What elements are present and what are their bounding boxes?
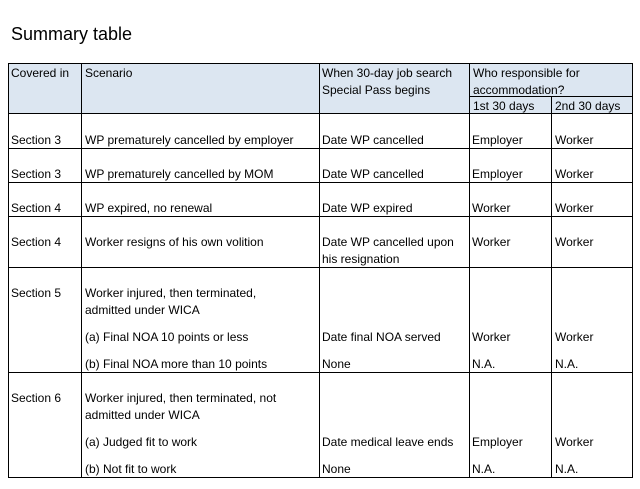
cell-when-line1: Date WP cancelled upon bbox=[322, 235, 454, 249]
cell-first-30: Worker bbox=[472, 330, 511, 344]
row-divider bbox=[8, 267, 633, 268]
cell-first-30: Employer bbox=[472, 167, 523, 181]
cell-when: Date medical leave ends bbox=[322, 435, 454, 449]
cell-when: Date WP cancelled bbox=[322, 133, 424, 147]
header-covered-in: Covered in bbox=[11, 66, 70, 80]
header-1st-30-days: 1st 30 days bbox=[473, 99, 535, 113]
header-scenario: Scenario bbox=[85, 66, 133, 80]
cell-first-30: N.A. bbox=[472, 357, 496, 371]
cell-first-30: N.A. bbox=[472, 462, 496, 476]
cell-scenario-line2: admitted under WICA bbox=[85, 408, 200, 422]
cell-section: Section 4 bbox=[11, 235, 62, 249]
col-border bbox=[319, 63, 320, 478]
col-border bbox=[551, 96, 552, 478]
cell-second-30: Worker bbox=[555, 201, 594, 215]
cell-when-line2: his resignation bbox=[322, 252, 400, 266]
cell-first-30: Employer bbox=[472, 133, 523, 147]
cell-when: None bbox=[322, 462, 351, 476]
header-when-line1: When 30-day job search bbox=[322, 66, 453, 80]
cell-scenario-line2: admitted under WICA bbox=[85, 303, 200, 317]
cell-sub-scenario: (b) Not fit to work bbox=[85, 462, 177, 476]
cell-section: Section 3 bbox=[11, 167, 62, 181]
col-border bbox=[632, 63, 633, 478]
cell-second-30: Worker bbox=[555, 235, 594, 249]
cell-sub-scenario: (b) Final NOA more than 10 points bbox=[85, 357, 268, 371]
cell-sub-scenario: (a) Judged fit to work bbox=[85, 435, 198, 449]
cell-second-30: Worker bbox=[555, 435, 594, 449]
page-title: Summary table bbox=[11, 24, 133, 44]
header-when-line2: Special Pass begins bbox=[322, 83, 431, 97]
cell-when: Date final NOA served bbox=[322, 330, 441, 344]
cell-scenario-line1: Worker injured, then terminated, not bbox=[85, 391, 277, 405]
cell-second-30: N.A. bbox=[555, 357, 579, 371]
cell-section: Section 4 bbox=[11, 201, 62, 215]
cell-first-30: Worker bbox=[472, 201, 511, 215]
cell-section: Section 5 bbox=[11, 286, 62, 300]
cell-second-30: N.A. bbox=[555, 462, 579, 476]
cell-section: Section 3 bbox=[11, 133, 62, 147]
cell-second-30: Worker bbox=[555, 133, 594, 147]
header-who-line2: accommodation? bbox=[473, 83, 565, 97]
col-border bbox=[8, 63, 9, 478]
header-who-line1: Who responsible for bbox=[473, 66, 580, 80]
cell-scenario: Worker resigns of his own volition bbox=[85, 235, 264, 249]
cell-sub-scenario: (a) Final NOA 10 points or less bbox=[85, 330, 249, 344]
table-border-top bbox=[8, 63, 633, 64]
cell-scenario: WP expired, no renewal bbox=[85, 201, 213, 215]
header-border-bottom bbox=[8, 113, 633, 114]
cell-when: None bbox=[322, 357, 351, 371]
col-border bbox=[469, 63, 470, 478]
cell-when: Date WP expired bbox=[322, 201, 413, 215]
cell-first-30: Employer bbox=[472, 435, 523, 449]
header-2nd-30-days: 2nd 30 days bbox=[555, 99, 621, 113]
cell-scenario-line1: Worker injured, then terminated, bbox=[85, 286, 257, 300]
cell-first-30: Worker bbox=[472, 235, 511, 249]
cell-when: Date WP cancelled bbox=[322, 167, 424, 181]
cell-second-30: Worker bbox=[555, 167, 594, 181]
cell-scenario: WP prematurely cancelled by MOM bbox=[85, 167, 274, 181]
col-border bbox=[81, 63, 82, 478]
cell-scenario: WP prematurely cancelled by employer bbox=[85, 133, 294, 147]
cell-section: Section 6 bbox=[11, 391, 62, 405]
cell-second-30: Worker bbox=[555, 330, 594, 344]
